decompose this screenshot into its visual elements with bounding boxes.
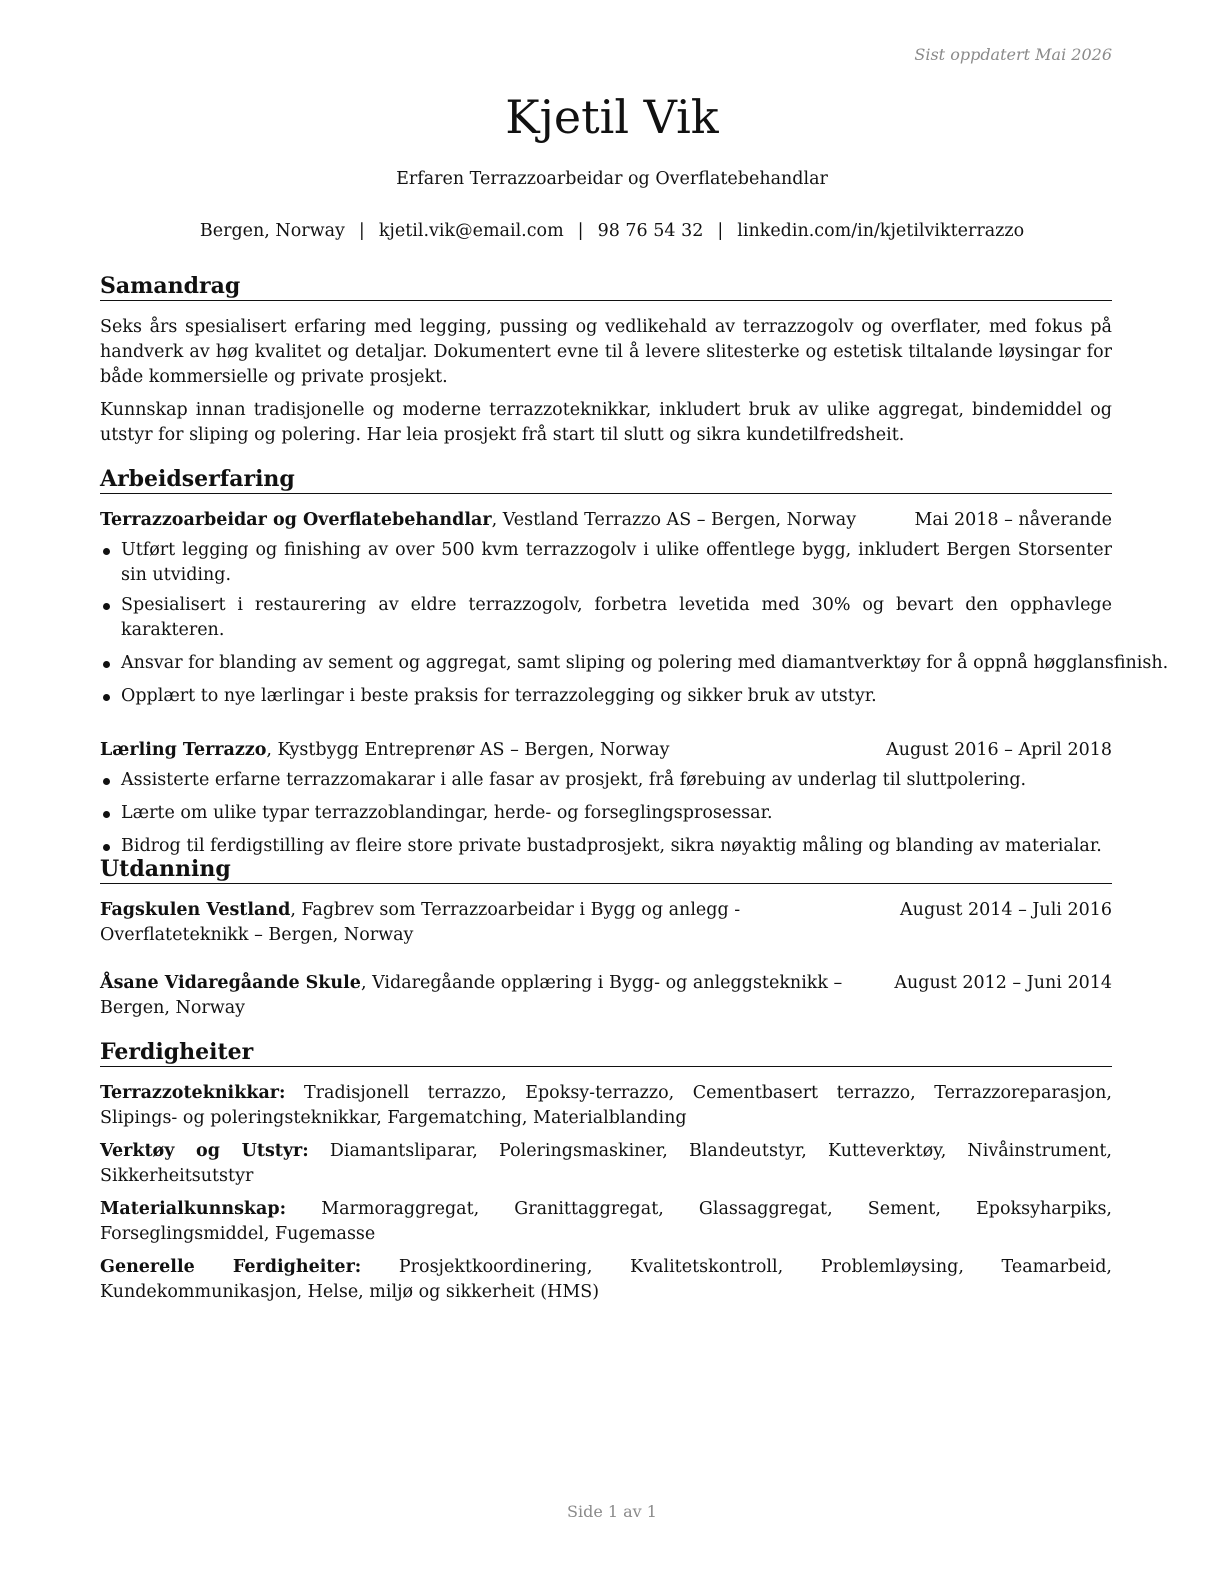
skill-group — [100, 1255, 1112, 1305]
section-title-skills: Ferdigheiter — [100, 1038, 1112, 1067]
job-employer: , Kystbygg Entreprenør AS – Bergen, Norway — [266, 740, 670, 760]
section-title-summary: Samandrag — [100, 272, 1112, 301]
school-name: Fagskulen Vestland — [100, 900, 291, 920]
job-entry — [100, 738, 1112, 859]
contact-linkedin[interactable]: linkedin.com/in/kjetilvikterrazzo — [737, 221, 1025, 241]
experience-section — [100, 465, 1169, 859]
skills-section — [100, 1038, 1112, 1305]
contact-email[interactable]: kjetil.vik@email.com — [378, 221, 564, 241]
job-bullet: Assisterte erfarne terrazzomakarar i alle fasar av prosjekt, frå førebuing av underlag til sluttpolering. — [100, 768, 1112, 793]
section-title-education: Utdanning — [100, 855, 1112, 884]
skill-list: Tradisjonell terrazzo, Epoksy-terrazzo, Cementbasert terrazzo, Terrazzoreparasjon, Slipings- og poleringsteknikkar, Fargematching, Materialblanding — [100, 1083, 1112, 1128]
school-name: Åsane Vidaregåande Skule — [100, 973, 361, 993]
skill-label: Terrazzoteknikkar: — [100, 1083, 286, 1103]
job-bullet: Utført legging og finishing av over 500 kvm terrazzogolv i ulike offentlege bygg, inkludert Bergen Storsenter sin utviding. — [100, 538, 1112, 588]
job-role: Lærling Terrazzo — [100, 740, 267, 760]
job-bullet: Lærte om ulike typar terrazzoblandingar, herde- og forseglingsprosessar. — [100, 801, 1112, 826]
job-role: Terrazzoarbeidar og Overflatebehandlar — [100, 510, 492, 530]
skill-label: Materialkunnskap: — [100, 1199, 287, 1219]
skill-label: Verktøy og Utstyr: — [100, 1141, 309, 1161]
candidate-title: Erfaren Terrazzoarbeidar og Overflatebehandlar — [396, 169, 828, 189]
summary-section — [100, 272, 1112, 448]
job-bullet: Opplært to nye lærlingar i beste praksis for terrazzolegging og sikker bruk av utstyr. — [100, 684, 1112, 709]
skill-list: Prosjektkoordinering, Kvalitetskontroll, Problemløysing, Teamarbeid, Kundekommunikasjon, Helse, miljø og sikkerheit (HMS) — [100, 1257, 1112, 1302]
job-dates: Mai 2018 – nåverande — [914, 510, 1112, 530]
education-entry — [100, 898, 1112, 948]
job-dates: August 2016 – April 2018 — [886, 740, 1112, 760]
contact-separator: | — [717, 221, 724, 241]
job-bullet: Bidrog til ferdigstilling av fleire store private bustadprosjekt, sikra nøyaktig måling og blanding av materialar. — [100, 834, 1112, 859]
education-entry — [100, 971, 1112, 1021]
job-entry — [100, 508, 1169, 709]
last-updated-note: Sist oppdatert Mai 2026 — [914, 45, 1112, 64]
education-dates: August 2012 – Juni 2014 — [894, 973, 1112, 993]
skill-list: Marmoraggregat, Granittaggregat, Glassaggregat, Sement, Epoksyharpiks, Forseglingsmiddel, Fugemasse — [100, 1199, 1112, 1244]
contact-separator: | — [358, 221, 365, 241]
education-detail: , Fagbrev som Terrazzoarbeidar i Bygg og anlegg - Overflateteknikk – Bergen, Norway — [100, 900, 741, 945]
contact-separator: | — [577, 221, 584, 241]
skill-list: Diamantsliparar, Poleringsmaskiner, Blandeutstyr, Kutteverktøy, Nivåinstrument, Sikkerheitsutstyr — [100, 1141, 1112, 1186]
education-detail: , Vidaregåande opplæring i Bygg- og anleggsteknikk – Bergen, Norway — [100, 973, 843, 1018]
skill-group — [100, 1139, 1112, 1189]
contact-location: Bergen, Norway — [199, 221, 345, 241]
skill-label: Generelle Ferdigheiter: — [100, 1257, 362, 1277]
education-dates: August 2014 – Juli 2016 — [900, 900, 1112, 920]
candidate-name: Kjetil Vik — [505, 90, 719, 144]
job-employer: , Vestland Terrazzo AS – Bergen, Norway — [491, 510, 857, 530]
education-section — [100, 855, 1112, 1021]
contact-line — [0, 219, 1224, 243]
skill-group — [100, 1197, 1112, 1247]
job-bullet: Ansvar for blanding av sement og aggregat, samt sliping og polering med diamantverktøy for å oppnå høgglansfinish. — [100, 651, 1112, 676]
page-number: Side 1 av 1 — [567, 1502, 657, 1521]
summary-paragraph: Kunnskap innan tradisjonelle og moderne terrazzoteknikkar, inkludert bruk av ulike aggregat, bindemiddel og utstyr for sliping og polering. Har leia prosjekt frå start til slutt og sikra kundetilfredsheit. — [100, 400, 1112, 445]
section-title-experience: Arbeidserfaring — [100, 465, 1112, 494]
summary-paragraph: Seks års spesialisert erfaring med legging, pussing og vedlikehald av terrazzogolv og overflater, med fokus på handverk av høg kvalitet og detaljar. Dokumentert evne til å levere slitesterke og estetisk tiltalande løysingar for både kommersielle og private prosjekt. — [100, 317, 1112, 387]
skill-group — [100, 1081, 1112, 1131]
contact-phone: 98 76 54 32 — [597, 221, 704, 241]
job-bullet: Spesialisert i restaurering av eldre terrazzogolv, forbetra levetida med 30% og bevart den opphavlege karakteren. — [100, 593, 1112, 643]
